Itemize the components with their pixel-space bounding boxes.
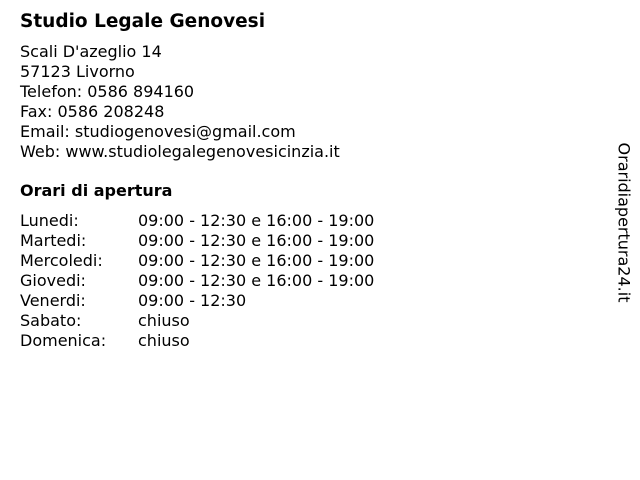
web-line: Web: www.studiolegalegenovesicinzia.it <box>20 142 340 161</box>
time-value: 09:00 - 12:30 <box>138 291 247 310</box>
time-value: 09:00 - 12:30 e 16:00 - 19:00 <box>138 231 375 250</box>
opening-hours-list <box>20 211 600 351</box>
address-street: Scali D'azeglio 14 <box>20 42 162 61</box>
business-card <box>20 10 600 351</box>
business-name: Studio Legale Genovesi <box>20 11 266 32</box>
hours-row-thursday <box>20 271 600 291</box>
hours-row-friday <box>20 291 600 311</box>
day-label: Domenica: <box>20 331 107 350</box>
opening-hours-title: Orari di apertura <box>20 181 173 200</box>
day-label: Sabato: <box>20 311 82 330</box>
site-watermark <box>609 135 639 310</box>
watermark-text: Oraridiapertura24.it <box>614 142 634 303</box>
hours-row-wednesday <box>20 251 600 271</box>
hours-row-sunday <box>20 331 600 351</box>
hours-row-monday <box>20 211 600 231</box>
day-label: Mercoledi: <box>20 251 103 270</box>
time-value: 09:00 - 12:30 e 16:00 - 19:00 <box>138 271 375 290</box>
day-label: Venerdi: <box>20 291 86 310</box>
time-value: chiuso <box>138 311 190 330</box>
hours-row-tuesday <box>20 231 600 251</box>
time-value: 09:00 - 12:30 e 16:00 - 19:00 <box>138 211 375 230</box>
email-line: Email: studiogenovesi@gmail.com <box>20 122 296 141</box>
fax-line: Fax: 0586 208248 <box>20 102 165 121</box>
day-label: Lunedi: <box>20 211 79 230</box>
phone-line: Telefon: 0586 894160 <box>20 82 195 101</box>
hours-row-saturday <box>20 311 600 331</box>
address-city: 57123 Livorno <box>20 62 135 81</box>
time-value: 09:00 - 12:30 e 16:00 - 19:00 <box>138 251 375 270</box>
day-label: Giovedi: <box>20 271 86 290</box>
time-value: chiuso <box>138 331 190 350</box>
day-label: Martedi: <box>20 231 87 250</box>
